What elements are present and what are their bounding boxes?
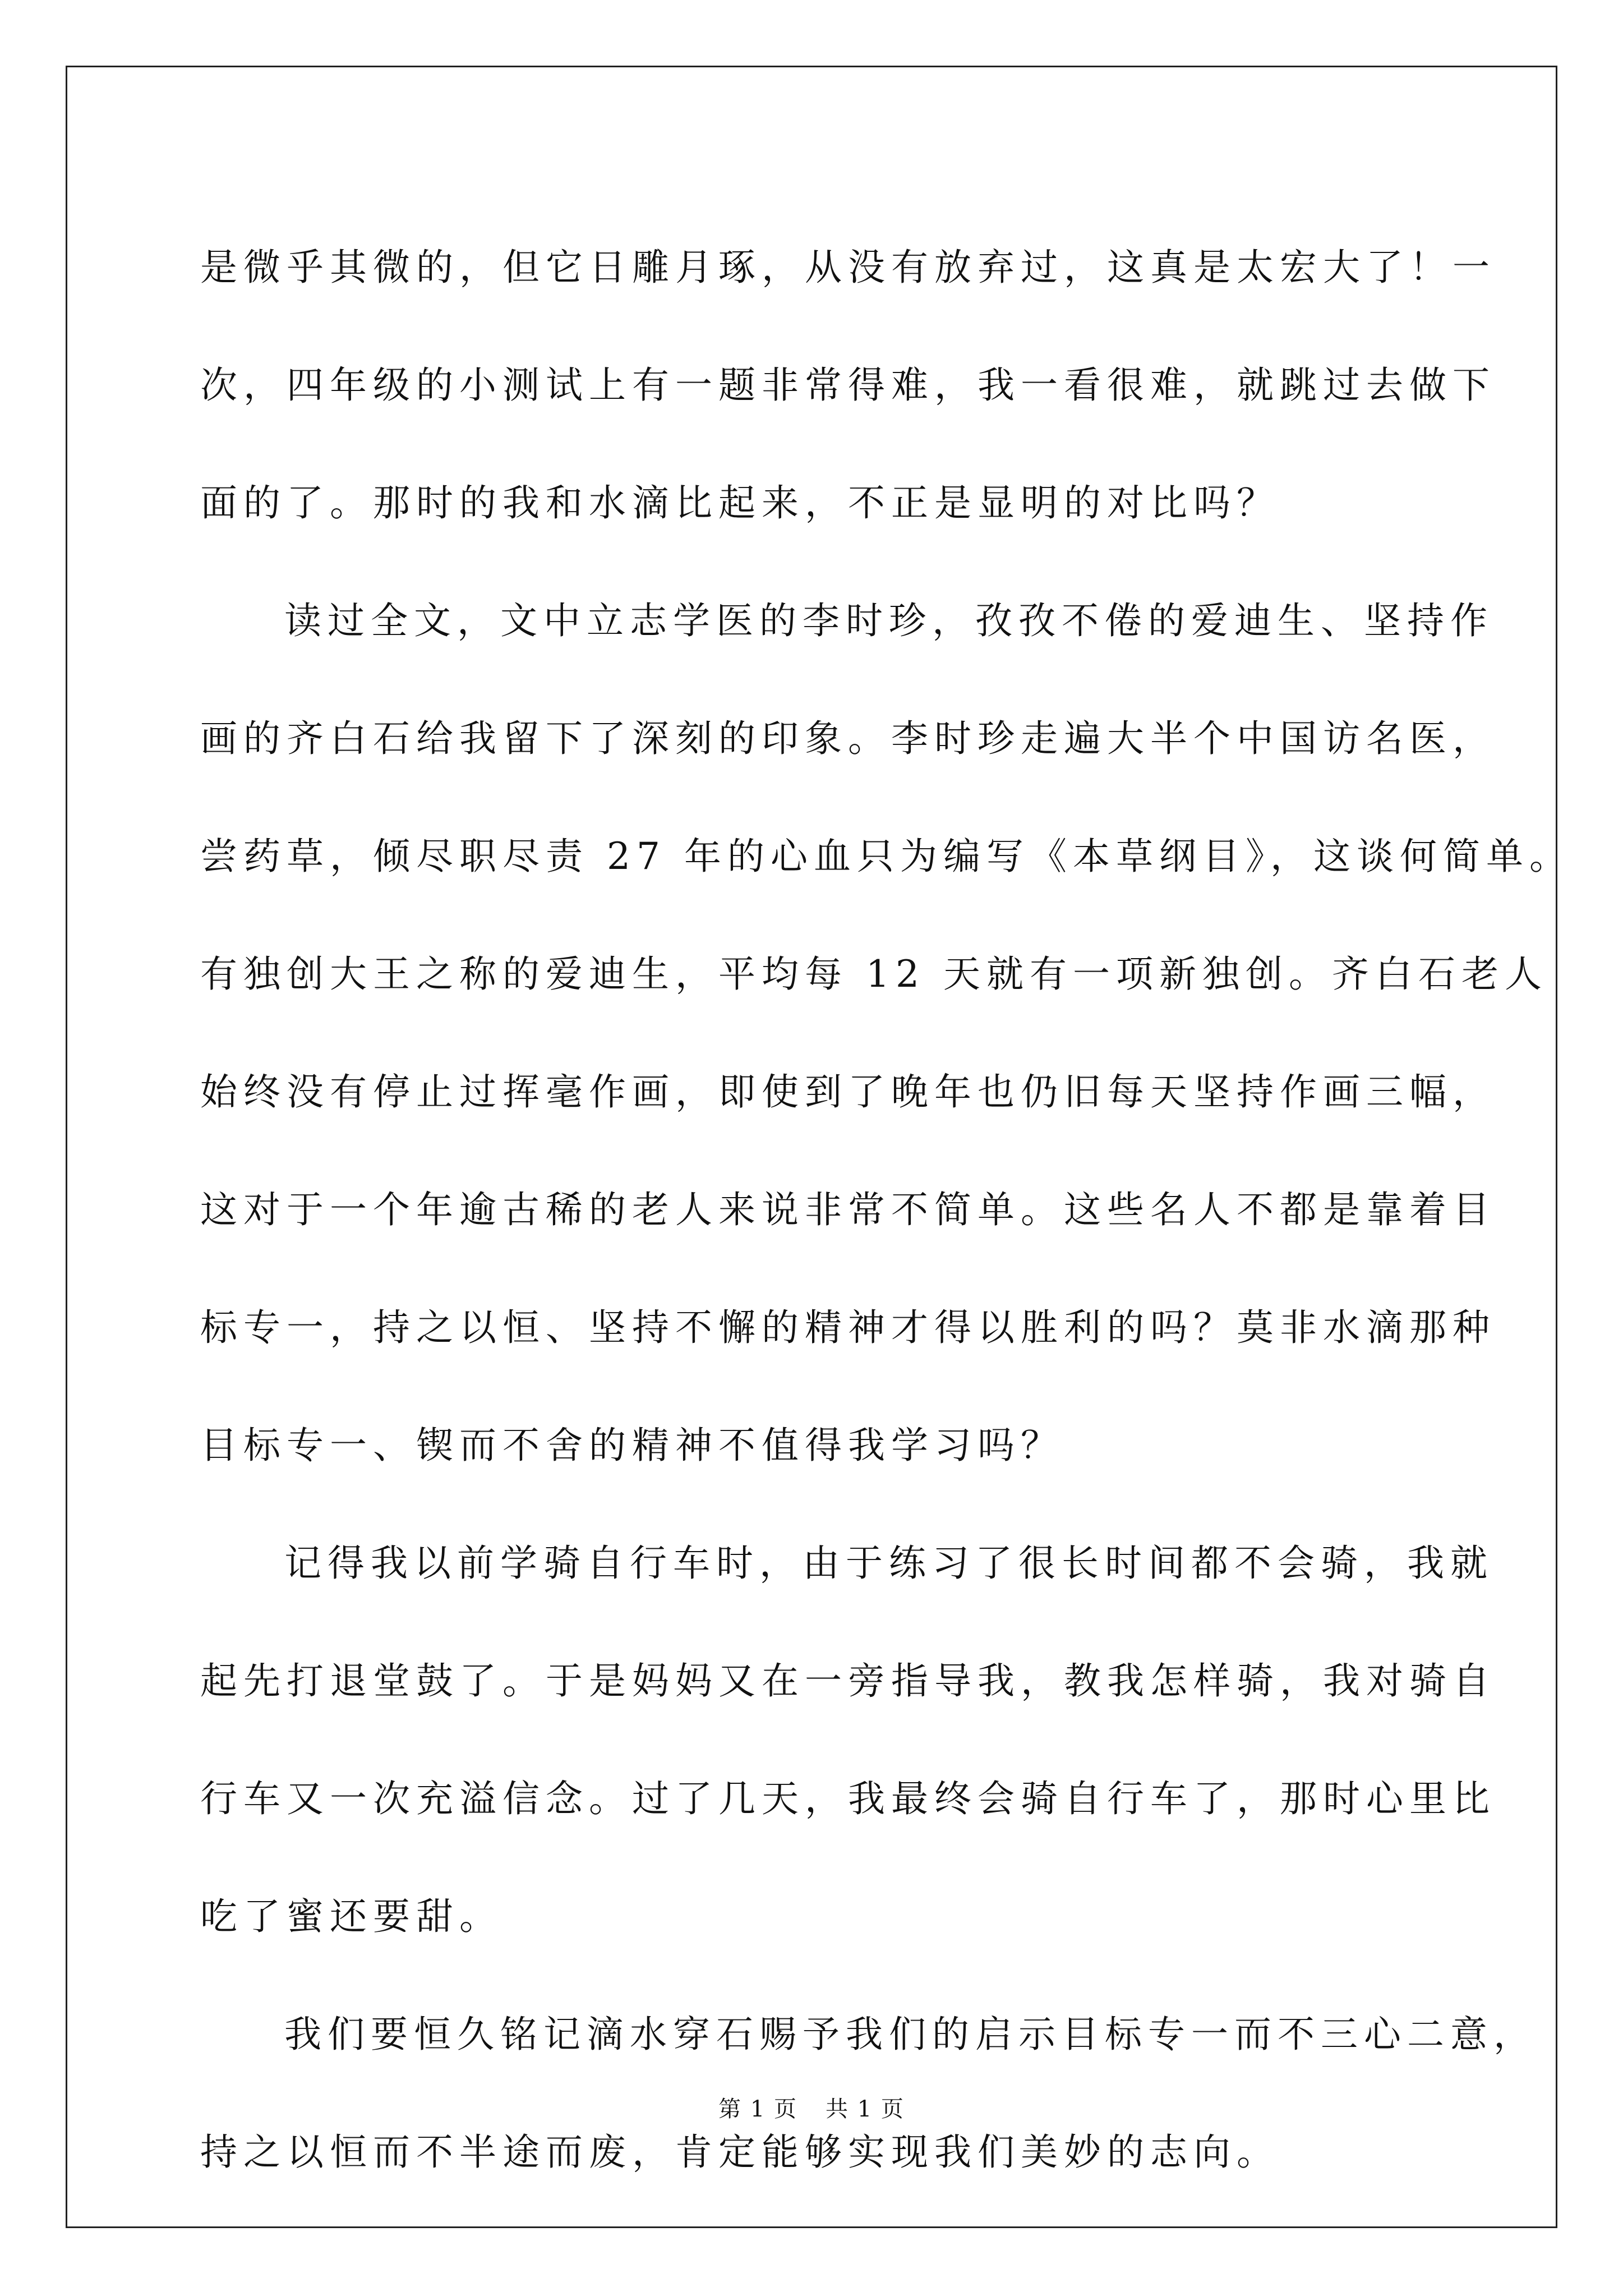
text-line: 有独创大王之称的爱迪生，平均每 12 天就有一项新独创。齐白石老人 [200, 953, 1548, 996]
text-line: 画的齐白石给我留下了深刻的印象。李时珍走遍大半个中国访名医， [200, 717, 1496, 760]
page-footer [0, 2091, 1623, 2123]
paragraph-start-line: 我们要恒久铭记滴水穿石赐予我们的启示目标专一而不三心二意， [284, 2013, 1537, 2056]
paragraph-start-line: 记得我以前学骑自行车时，由于练习了很长时间都不会骑，我就 [284, 1542, 1493, 1585]
text-line: 目标专一、锲而不舍的精神不值得我学习吗？ [200, 1424, 1064, 1467]
page-number: 第 1 页 [718, 2096, 797, 2122]
paragraph-start-line: 读过全文，文中立志学医的李时珍，孜孜不倦的爱迪生、坚持作 [284, 599, 1493, 642]
text-line: 持之以恒而不半途而废，肯定能够实现我们美妙的志向。 [200, 2131, 1280, 2174]
text-line: 吃了蜜还要甜。 [200, 1895, 502, 1938]
text-line: 面的了。那时的我和水滴比起来，不正是显明的对比吗？ [200, 481, 1280, 524]
text-line: 始终没有停止过挥毫作画，即使到了晚年也仍旧每天坚持作画三幅， [200, 1070, 1496, 1114]
text-line: 这对于一个年逾古稀的老人来说非常不简单。这些名人不都是靠着目 [200, 1188, 1496, 1231]
text-line: 次，四年级的小测试上有一题非常得难，我一看很难，就跳过去做下 [200, 364, 1496, 407]
text-line: 是微乎其微的，但它日雕月琢，从没有放弃过，这真是太宏大了！一 [200, 246, 1496, 289]
page-total: 共 1 页 [826, 2096, 905, 2122]
text-line: 标专一，持之以恒、坚持不懈的精神才得以胜利的吗？莫非水滴那种 [200, 1306, 1496, 1349]
text-line: 行车又一次充溢信念。过了几天，我最终会骑自行车了，那时心里比 [200, 1777, 1496, 1820]
text-line: 尝药草，倾尽职尽责 27 年的心血只为编写《本草纲目》，这谈何简单。 [200, 835, 1573, 878]
document-body [200, 209, 1573, 2211]
text-line: 起先打退堂鼓了。于是妈妈又在一旁指导我，教我怎样骑，我对骑自 [200, 1659, 1496, 1703]
